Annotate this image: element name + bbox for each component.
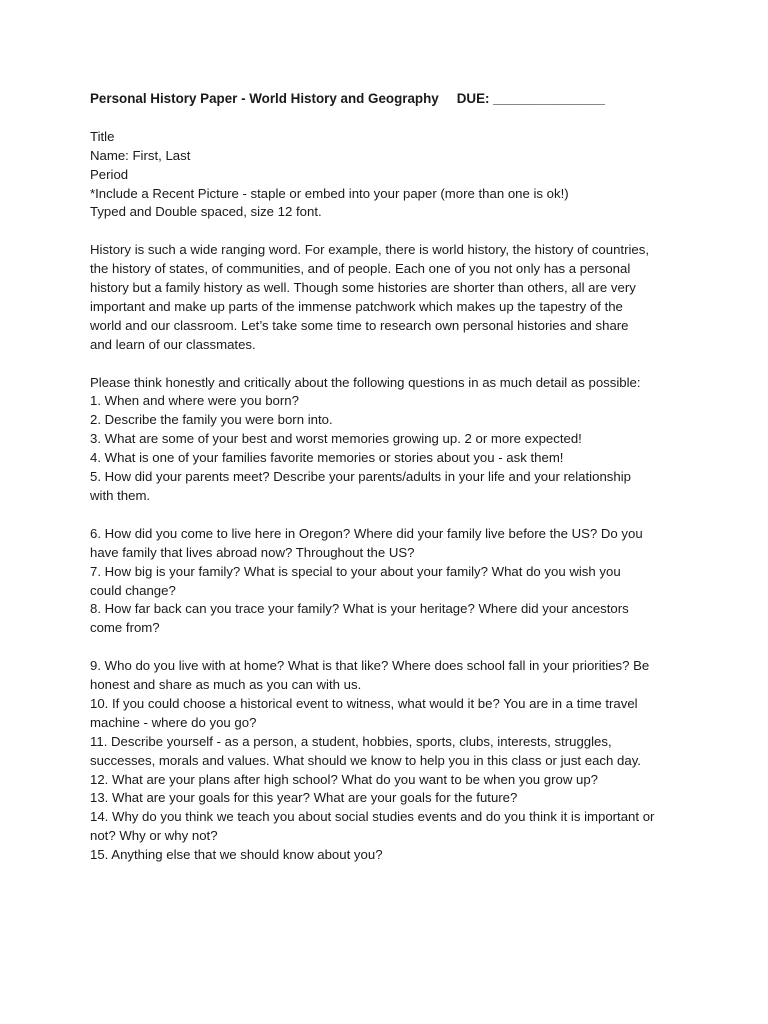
document-header [90,90,710,109]
question-line: 11. Describe yourself - as a person, a student, hobbies, sports, clubs, interests, struggles, [90,733,612,749]
question-group-2 [90,525,710,638]
spacer [90,355,710,374]
document-title: Personal History Paper - World History and Geography [90,91,439,106]
spacer [90,222,710,241]
paragraph-line: the history of states, of communities, and of people. Each one of you not only has a personal [90,261,631,277]
question-line: 9. Who do you live with at home? What is that like? Where does school fall in your priorities? Be [90,658,650,674]
question-line: successes, morals and values. What should we know to help you in this class or just each day. [90,752,641,768]
format-requirements [90,128,710,223]
question-line: with them. [90,487,151,503]
due-date-line: DUE: _______________ [456,91,605,106]
format-line: Name: First, Last [90,147,191,163]
question-line: come from? [90,620,160,636]
question-line: Please think honestly and critically about the following questions in as much detail as possible: [90,374,641,390]
question-line: have family that lives abroad now? Throughout the US? [90,544,415,560]
question-line: machine - where do you go? [90,714,257,730]
format-line: Period [90,166,129,182]
question-line: honest and share as much as you can with us. [90,677,362,693]
question-group-3 [90,657,710,865]
document-page [90,90,710,865]
question-line: not? Why or why not? [90,828,218,844]
question-line: 5. How did your parents meet? Describe your parents/adults in your life and your relationship [90,469,631,485]
question-line: 1. When and where were you born? [90,393,299,409]
paragraph-line: important and make up parts of the immense patchwork which makes up the tapestry of the [90,298,623,314]
paragraph-line: History is such a wide ranging word. For example, there is world history, the history of countries, [90,242,649,258]
format-line: *Include a Recent Picture - staple or embed into your paper (more than one is ok!) [90,185,569,201]
spacer [90,638,710,657]
paragraph-line: history but a family history as well. Though some histories are shorter than others, all are very [90,280,636,296]
question-line: 8. How far back can you trace your family? What is your heritage? Where did your ancestors [90,601,629,617]
question-line: 12. What are your plans after high school? What do you want to be when you grow up? [90,771,599,787]
question-line: 4. What is one of your families favorite memories or stories about you - ask them! [90,450,564,466]
paragraph-line: world and our classroom. Let’s take some time to research own personal histories and share [90,317,629,333]
question-line: 15. Anything else that we should know about you? [90,847,383,863]
format-line: Typed and Double spaced, size 12 font. [90,204,322,220]
question-line: 13. What are your goals for this year? What are your goals for the future? [90,790,518,806]
question-group-1 [90,374,710,506]
question-line: 2. Describe the family you were born into. [90,412,333,428]
intro-paragraph [90,241,710,354]
question-line: 7. How big is your family? What is special to your about your family? What do you wish you [90,563,621,579]
question-line: 10. If you could choose a historical event to witness, what would it be? You are in a time travel [90,695,638,711]
spacer [90,109,710,128]
format-line: Title [90,128,115,144]
question-line: could change? [90,582,176,598]
spacer [90,506,710,525]
paragraph-line: and learn of our classmates. [90,336,256,352]
question-line: 3. What are some of your best and worst memories growing up. 2 or more expected! [90,431,582,447]
question-line: 14. Why do you think we teach you about social studies events and do you think it is important or [90,809,655,825]
question-line: 6. How did you come to live here in Oregon? Where did your family live before the US? Do you [90,525,643,541]
